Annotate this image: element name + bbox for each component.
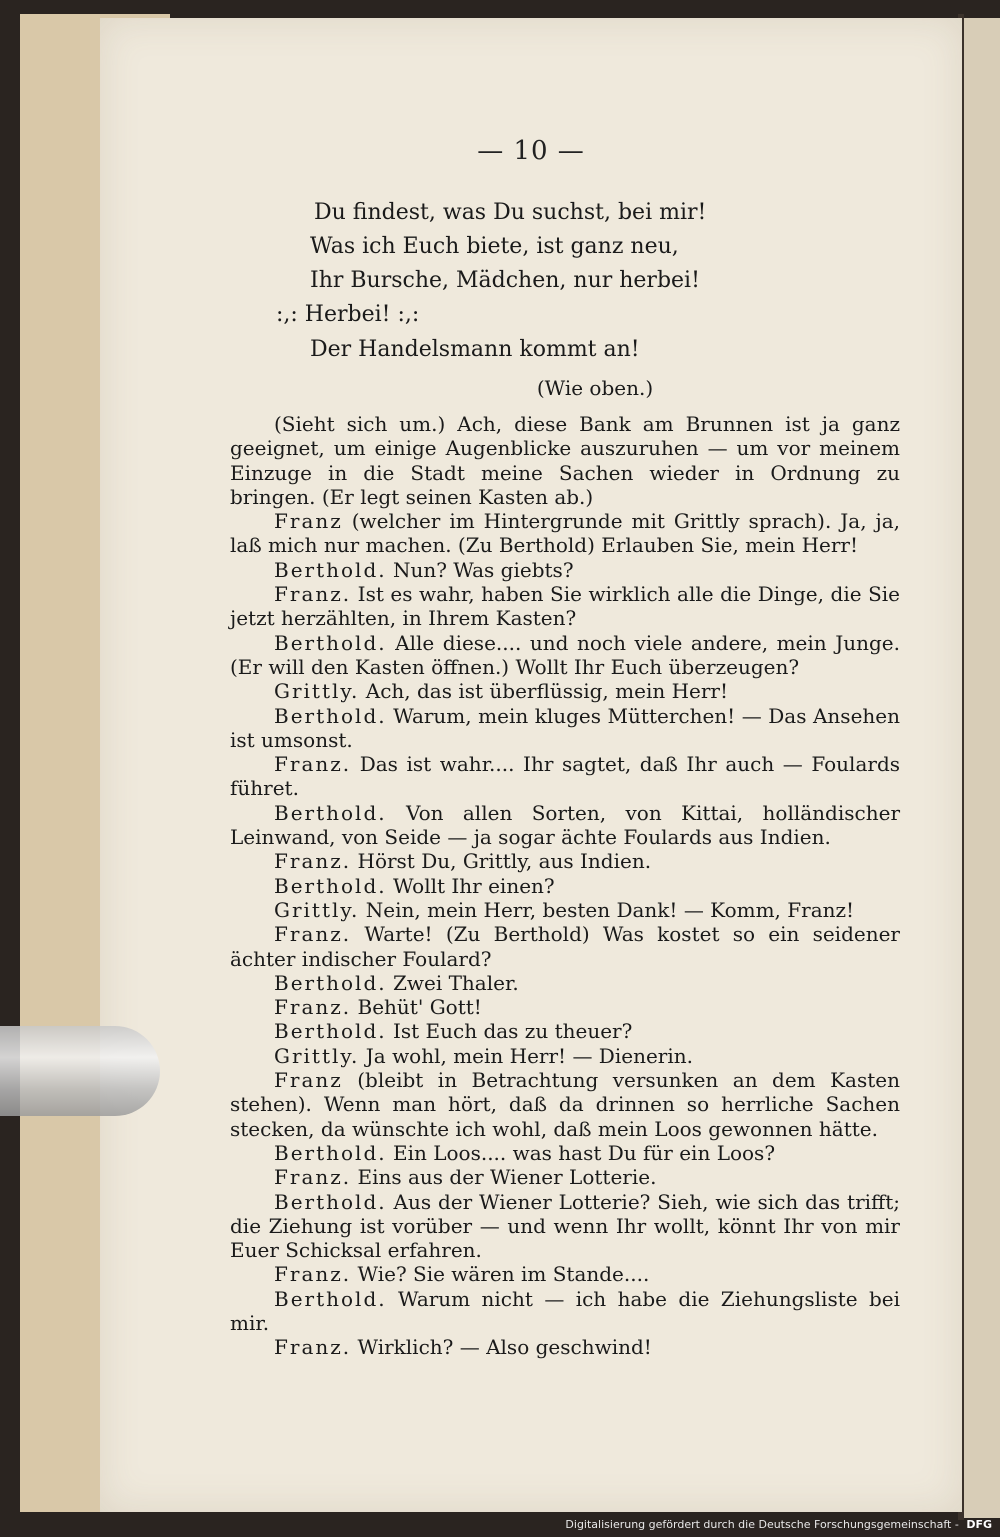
dialogue-paragraph <box>230 558 900 582</box>
dialogue-paragraph <box>230 1165 900 1189</box>
speaker-name: Berthold. <box>274 1189 387 1214</box>
dialogue-text: (bleibt in Betrachtung versunken an dem Kasten stehen). Wenn man hört, daß da drinnen so herrliche Sachen stecken, da wünschte ich wohl, daß mein Loos gewonnen hätte. <box>230 1068 900 1141</box>
speaker-name: Franz. <box>274 1262 352 1287</box>
speaker-name: Grittly. <box>274 897 360 922</box>
dialogue-text: Wollt Ihr einen? <box>392 873 555 898</box>
speaker-name: Berthold. <box>274 1140 387 1165</box>
credit-text: Digitalisierung gefördert durch die Deutsche Forschungsgemeinschaft - <box>565 1518 959 1531</box>
dialogue-paragraph <box>230 1190 900 1263</box>
dialogue-text: Von allen Sorten, von Kittai, holländischer Leinwand, von Seide — ja sogar ächte Foulards aus Indien. <box>230 800 900 850</box>
dialogue-text: Warum, mein kluges Mütterchen! — Das Ansehen ist umsonst. <box>230 703 900 752</box>
dialogue-paragraph <box>230 922 900 971</box>
dialogue-text: Hörst Du, Grittly, aus Indien. <box>357 849 652 874</box>
verse-refrain: :,: Herbei! :,: <box>276 302 420 327</box>
dialogue-paragraph <box>230 849 900 873</box>
speaker-name: Grittly. <box>274 679 360 704</box>
dialogue-paragraph <box>230 1141 900 1165</box>
dialogue-text: Warte! (Zu Berthold) Was kostet so ein seidener ächter indischer Foulard? <box>230 922 900 971</box>
verse-line: Der Handelsmann kommt an! <box>310 337 640 362</box>
dialogue-text: Aus der Wiener Lotterie? Sieh, wie sich das trifft; die Ziehung ist vorüber — und wenn Ihr wollt, könnt Ihr von mir Euer Schicksal erfahren. <box>230 1189 901 1263</box>
facing-page-edge <box>958 18 1000 1518</box>
dialogue-paragraph <box>230 679 900 703</box>
dialogue-text: Behüt' Gott! <box>357 995 482 1020</box>
speaker-name: Franz. <box>274 922 352 947</box>
speaker-name: Franz. <box>274 1165 352 1190</box>
speaker-name: Franz <box>274 509 343 534</box>
dialogue-text: (Sieht sich um.) Ach, diese Bank am Brunnen ist ja ganz geeignet, um einige Augenblicke auszuruhen — um vor meinem Einzuge in die Stadt meine Sachen wieder in Ordnung zu bringen. (Er legt seinen Kasten ab.) <box>230 412 900 509</box>
dialogue-text: Eins aus der Wiener Lotterie. <box>357 1165 657 1190</box>
dialogue-paragraph <box>230 412 900 509</box>
dialogue-paragraph <box>230 971 900 995</box>
speaker-name: Franz <box>274 1068 343 1093</box>
dialogue-paragraph <box>230 631 900 680</box>
dialogue-text: Zwei Thaler. <box>392 970 519 995</box>
dialogue-text: (welcher im Hintergrunde mit Grittly sprach). Ja, ja, laß mich nur machen. (Zu Berthold) Erlauben Sie, mein Herr! <box>230 509 900 558</box>
speaker-name: Berthold. <box>274 630 387 655</box>
speaker-name: Franz. <box>274 849 352 874</box>
dialogue-text: Ein Loos.... was hast Du für ein Loos? <box>392 1140 776 1165</box>
dialogue-text: Wie? Sie wären im Stande.... <box>357 1262 650 1287</box>
speaker-name: Berthold. <box>274 873 387 898</box>
digitization-credit <box>565 1518 992 1531</box>
speaker-name: Berthold. <box>274 800 387 825</box>
book-page <box>100 18 962 1512</box>
dialogue-text: Ach, das ist überflüssig, mein Herr! <box>365 679 729 704</box>
speaker-name: Berthold. <box>274 703 387 728</box>
dialogue-paragraph <box>230 874 900 898</box>
dialogue-text: Ist Euch das zu theuer? <box>392 1019 633 1044</box>
verse-line: Du findest, was Du suchst, bei mir! <box>314 200 707 225</box>
speaker-name: Franz. <box>274 752 352 777</box>
speaker-name: Franz. <box>274 1335 352 1360</box>
stage-direction: (Wie oben.) <box>536 376 654 400</box>
dialogue-paragraph <box>230 1262 900 1286</box>
dialogue-paragraph <box>230 1335 900 1359</box>
dialogue-paragraph <box>230 704 900 753</box>
speaker-name: Berthold. <box>274 557 387 582</box>
speaker-name: Grittly. <box>274 1043 360 1068</box>
page-number: — 10 — <box>477 136 585 166</box>
dialogue-paragraph <box>230 1019 900 1043</box>
dialogue-paragraph <box>230 1287 900 1336</box>
dialogue-paragraph <box>230 898 900 922</box>
speaker-name: Berthold. <box>274 1019 387 1044</box>
dialogue-text: Nein, mein Herr, besten Dank! — Komm, Franz! <box>365 897 855 922</box>
verse-line: Was ich Euch biete, ist ganz neu, <box>310 234 679 259</box>
page-clip <box>0 1026 160 1116</box>
speaker-name: Franz. <box>274 582 352 607</box>
dfg-logo: DFG <box>966 1518 992 1531</box>
speaker-name: Berthold. <box>274 970 387 995</box>
dialogue-paragraph <box>230 582 900 631</box>
page-text <box>230 196 900 1360</box>
verse-line: Ihr Bursche, Mädchen, nur herbei! <box>310 268 700 293</box>
dialogue-paragraph <box>230 801 900 850</box>
dialogue-paragraph <box>230 509 900 558</box>
dialogue-text: Wirklich? — Also geschwind! <box>357 1335 652 1360</box>
dialogue-text: Ja wohl, mein Herr! — Dienerin. <box>365 1043 693 1068</box>
dialogue-paragraph <box>230 1068 900 1141</box>
speaker-name: Franz. <box>274 995 352 1020</box>
dialogue-paragraph <box>230 995 900 1019</box>
speaker-name: Berthold. <box>274 1286 387 1311</box>
dialogue-text: Das ist wahr.... Ihr sagtet, daß Ihr auch — Foulards führet. <box>230 752 901 801</box>
dialogue-paragraph <box>230 752 900 801</box>
dialogue-text: Warum nicht — ich habe die Ziehungsliste bei mir. <box>230 1286 900 1335</box>
dialogue-text: Ist es wahr, haben Sie wirklich alle die Dinge, die Sie jetzt herzählten, in Ihrem Kasten? <box>230 582 901 631</box>
dialogue-paragraph <box>230 1044 900 1068</box>
dialogue-text: Alle diese.... und noch viele andere, mein Junge. (Er will den Kasten öffnen.) Wollt Ihr Euch überzeugen? <box>230 630 900 679</box>
dialogue-text: Nun? Was giebts? <box>392 557 574 582</box>
